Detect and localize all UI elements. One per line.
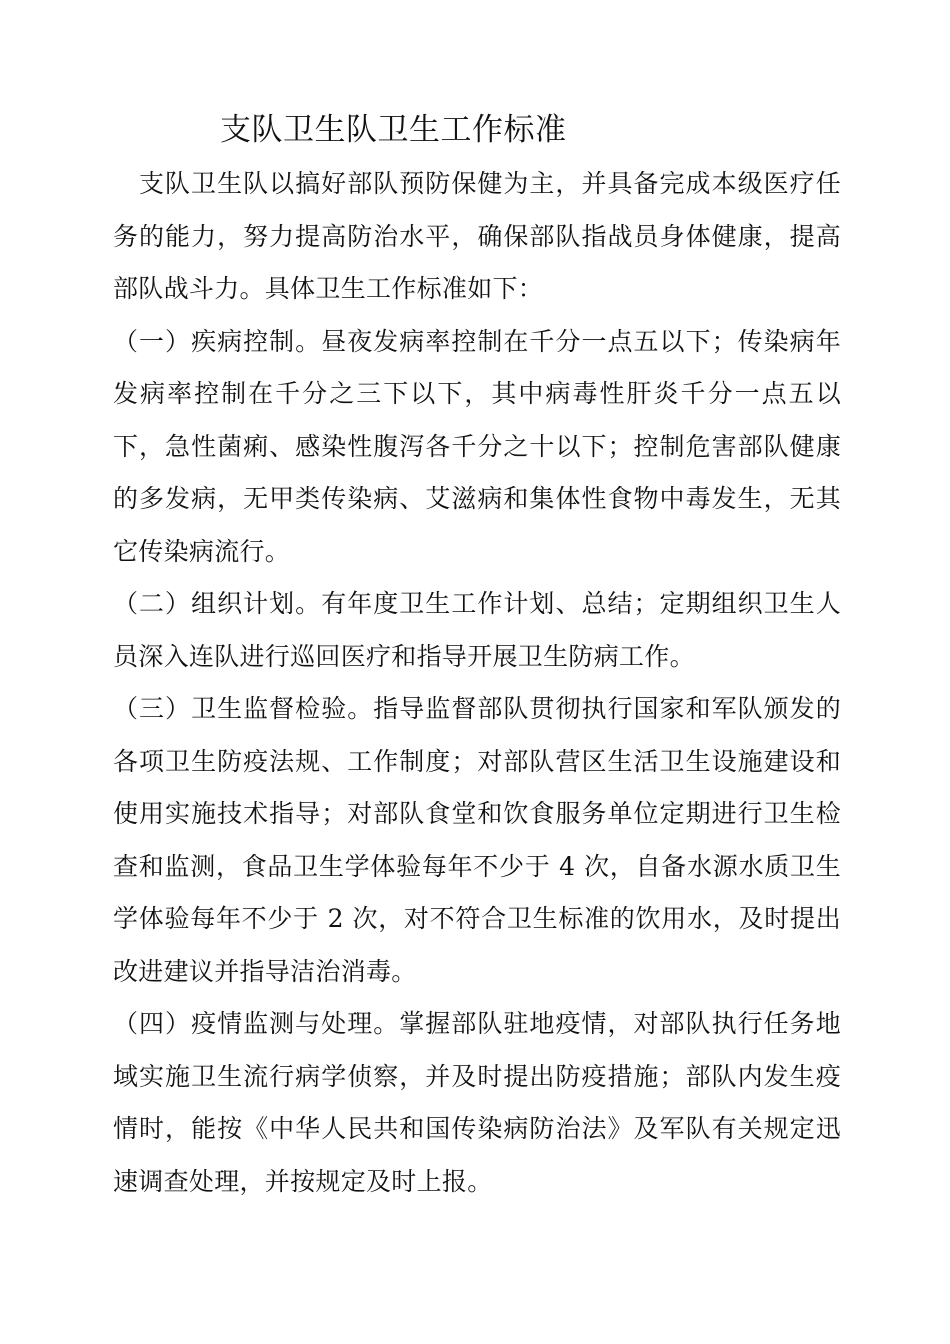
section-health-supervision: （三）卫生监督检验。指导监督部队贯彻执行国家和军队颁发的各项卫生防疫法规、工作制度；对部队营区生活卫生设施建设和使用实施技术指导；对部队食堂和饮食服务单位定期进行卫生检查和监测，食品卫生学体验每年不少于 4 次，自备水源水质卫生学体验每年不少于 2 次，对不符合卫生标准的饮用水，及时提出改进建议并指导洁治消毒。 [113,694,841,986]
intro-paragraph: 支队卫生队以搞好部队预防保健为主，并具备完成本级医疗任务的能力，努力提高防治水平，确保部队指战员身体健康，提高部队战斗力。具体卫生工作标准如下： [113,169,841,303]
section-epidemic-monitoring: （四）疫情监测与处理。掌握部队驻地疫情，对部队执行任务地域实施卫生流行病学侦察，并及时提出防疫措施；部队内发生疫情时，能按《中华人民共和国传染病防治法》及军队有关规定迅速调查处理，并按规定及时上报。 [113,1009,841,1196]
section-organization-plan: （二）组织计划。有年度卫生工作计划、总结；定期组织卫生人员深入连队进行巡回医疗和指导开展卫生防病工作。 [113,589,841,671]
document-body [113,158,841,1208]
section-disease-control: （一）疾病控制。昼夜发病率控制在千分一点五以下；传染病年发病率控制在千分之三下以下，其中病毒性肝炎千分一点五以下，急性菌痢、感染性腹泻各千分之十以下；控制危害部队健康的多发病，无甲类传染病、艾滋病和集体性食物中毒发生，无其它传染病流行。 [113,326,841,566]
document-title: 支队卫生队卫生工作标准 [220,112,567,148]
